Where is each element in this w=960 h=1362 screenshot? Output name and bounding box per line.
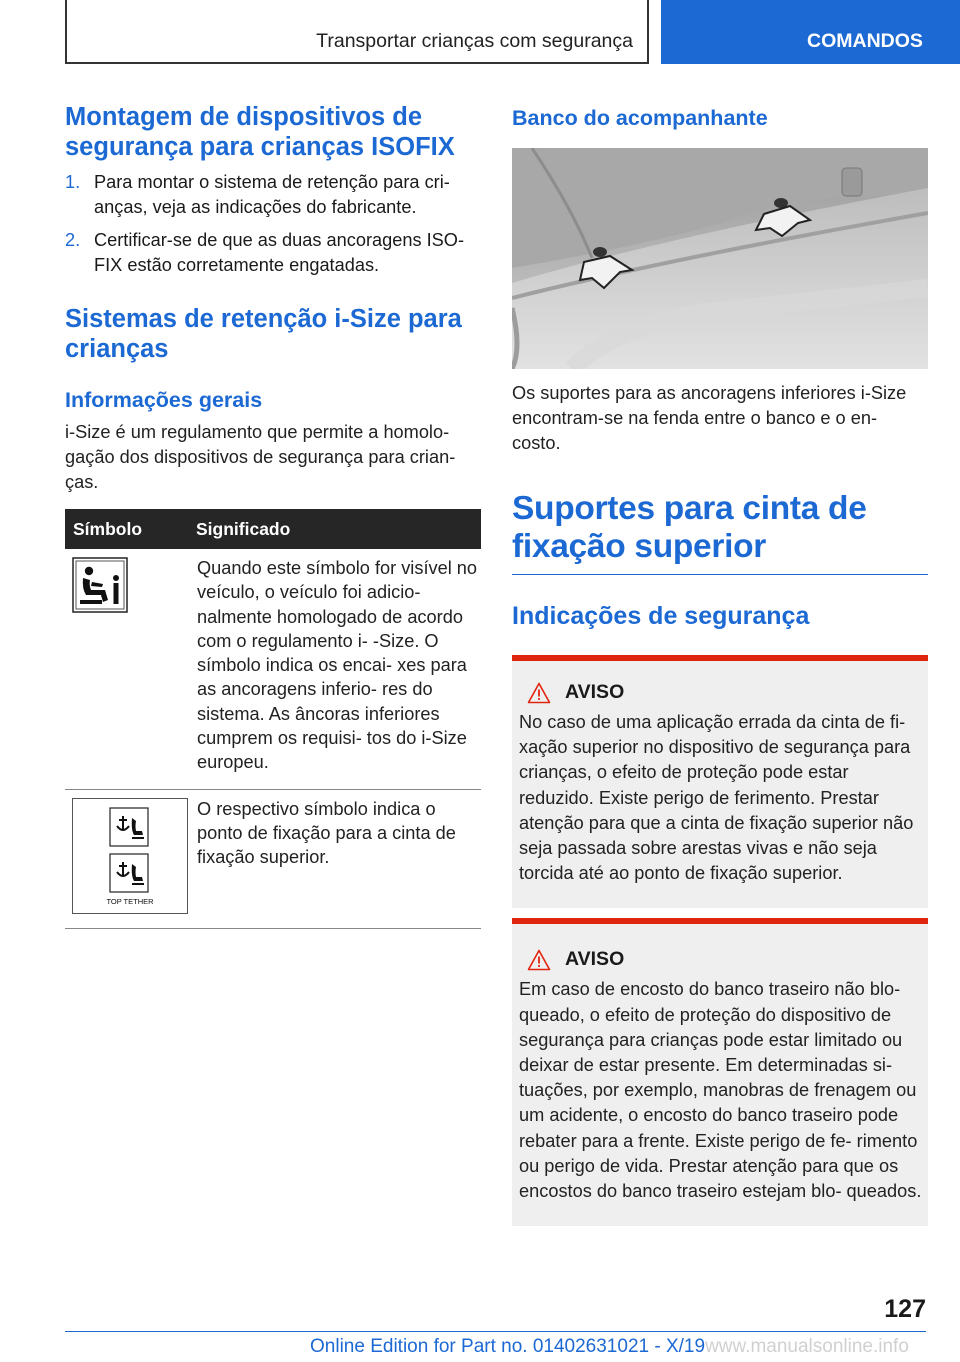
list-item bbox=[65, 170, 481, 220]
warning-text: No caso de uma aplicação errada da cinta de fi‐ xação superior no dispositivo de segurança para crianças, o efeito de proteção pode estar reduzido. Existe perigo de ferimento. Prestar atenção para que a cinta de fixação superior não seja passada sobre arestas vivas e não seja torcida até ao ponto de fixação superior. bbox=[519, 712, 914, 884]
meaning-cell: O respectivo símbolo indica o ponto de fixação para a cinta de fixação superior. bbox=[188, 789, 481, 928]
isize-heading: Sistemas de retenção i-Size para crianças bbox=[65, 305, 462, 363]
table-header-row bbox=[65, 509, 481, 549]
meaning-cell: Quando este símbolo for visível no veículo, o veículo foi adicio‐ nalmente homologado de acordo com o regulamento i- -Size. O símbolo indica os encai‐ xes para as ancoragens inferio‐ res do sistema. As âncoras inferiores cumprem os requisi‐ tos do i-Size europeu. bbox=[188, 549, 481, 789]
seat-anchor-photo bbox=[512, 148, 928, 369]
left-column bbox=[65, 102, 481, 929]
chapter-tab-label: COMANDOS bbox=[807, 30, 923, 52]
step-text: Para montar o sistema de retenção para cri‐ anças, veja as indicações do fabricante. bbox=[94, 172, 450, 217]
isofix-steps bbox=[65, 170, 481, 278]
warning-triangle-icon bbox=[527, 949, 551, 971]
general-info-text: i-Size é um regulamento que permite a homolo‐ gação dos dispositivos de segurança para crian‐ ças. bbox=[65, 422, 456, 492]
chapter-tab[interactable] bbox=[661, 0, 960, 64]
symbol-cell bbox=[65, 549, 188, 789]
page-number: 127 bbox=[884, 1295, 926, 1323]
safety-heading: Indicações de segurança bbox=[512, 602, 810, 630]
warning-box bbox=[512, 655, 928, 908]
step-number: 2. bbox=[65, 230, 81, 250]
heading-rule bbox=[512, 574, 928, 575]
warning-title: AVISO bbox=[565, 681, 625, 703]
symbol-table bbox=[65, 509, 481, 929]
warning-title: AVISO bbox=[565, 948, 625, 971]
section-title: Transportar crianças com segurança bbox=[316, 30, 633, 52]
photo-caption: Os suportes para as ancoragens inferiores i-Size encontram-se na fenda entre o banco e o en‐ costo. bbox=[512, 383, 907, 453]
tether-heading: Suportes para cinta de fixação superior bbox=[512, 490, 867, 565]
step-text: Certificar-se de que as duas ancoragens ISO‐ FIX estão corretamente engatadas. bbox=[94, 230, 465, 275]
table-row bbox=[65, 789, 481, 928]
right-column bbox=[512, 102, 928, 1226]
warning-header bbox=[527, 681, 922, 704]
symbol-cell bbox=[65, 789, 188, 928]
step-number: 1. bbox=[65, 172, 81, 192]
isize-seat-icon bbox=[72, 557, 128, 613]
table-row bbox=[65, 549, 481, 789]
edition-text: Online Edition for Part no. 01402631021 - X/19 bbox=[310, 1336, 706, 1357]
isofix-heading: Montagem de dispositivos de segurança para crianças ISOFIX bbox=[65, 103, 455, 161]
top-tether-icon bbox=[72, 798, 188, 914]
warning-header bbox=[527, 948, 922, 971]
warning-text: Em caso de encosto do banco traseiro não blo‐ queado, o efeito de proteção do dispositivo de segurança para crianças pode estar limitado ou deixar de estar presente. Em determinadas si‐ tuações, por exemplo, manobras de frenagem ou um acidente, o encosto do banco traseiro pode rebater para a frente. Existe perigo de fe‐ rimento ou perigo de vida. Prestar atenção para que os encostos do banco traseiro estejam blo‐ queados. bbox=[519, 979, 922, 1202]
col-header-symbol: Símbolo bbox=[65, 509, 188, 549]
watermark-text[interactable]: www.manualsonline.info bbox=[705, 1336, 909, 1357]
list-item bbox=[65, 228, 481, 278]
warning-box bbox=[512, 918, 928, 1226]
col-header-meaning: Significado bbox=[188, 509, 481, 549]
footer bbox=[310, 1336, 909, 1358]
top-tether-caption: TOP TETHER bbox=[106, 896, 154, 906]
warning-triangle-icon bbox=[527, 682, 551, 704]
general-info-heading: Informações gerais bbox=[65, 388, 263, 412]
header-section-box bbox=[65, 0, 649, 64]
passenger-seat-heading: Banco do acompanhante bbox=[512, 106, 768, 130]
footer-rule bbox=[65, 1331, 926, 1332]
